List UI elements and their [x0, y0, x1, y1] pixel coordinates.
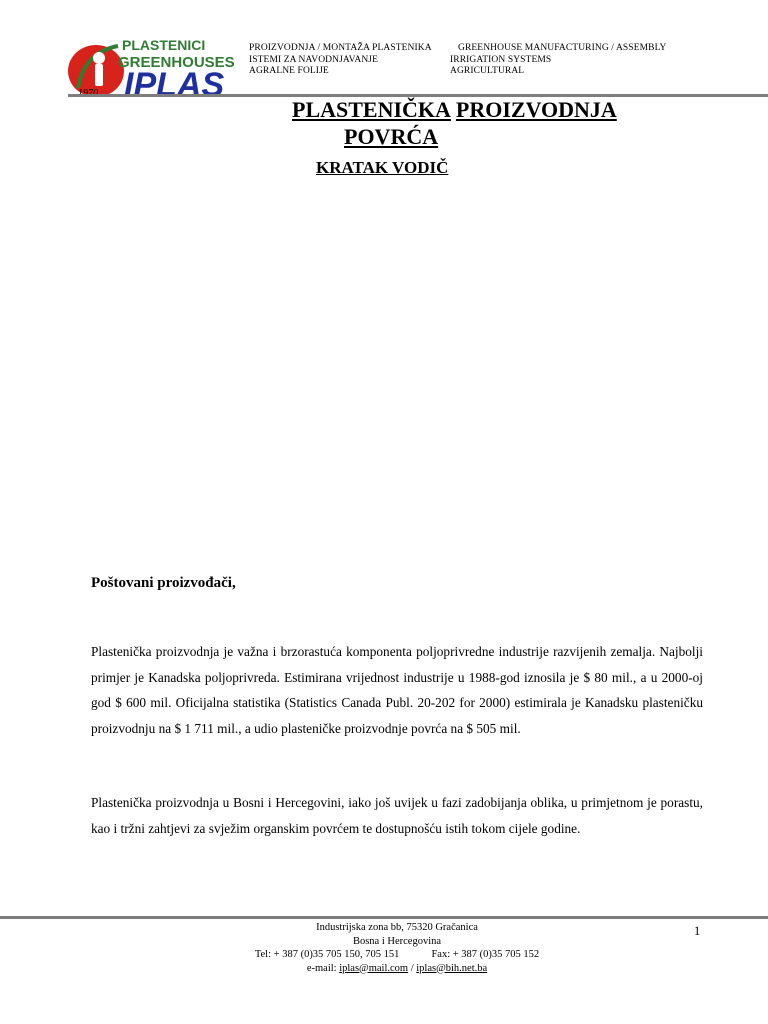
document-subtitle: KRATAK VODIČ	[316, 158, 449, 177]
greeting: Poštovani proizvođači,	[91, 575, 236, 591]
header-service-line: ISTEMI ZA NAVODNJAVANJE	[249, 54, 378, 65]
page-number: 1	[694, 924, 701, 938]
svg-text:PLASTENICI: PLASTENICI	[122, 37, 206, 53]
document-title-line1	[292, 96, 617, 124]
header-service-line: PROIZVODNJA / MONTAŽA PLASTENIKA	[249, 43, 432, 53]
footer-email	[186, 962, 608, 976]
document-title-line2: POVRĆA	[344, 124, 439, 149]
header-services-local	[249, 43, 432, 78]
svg-text:1970: 1970	[78, 88, 98, 98]
footer-tel: Tel: + 387 (0)35 705 150, 705 151	[254, 949, 400, 960]
company-logo	[66, 36, 250, 98]
footer-address: Industrijska zona bb, 75320 Gračanica	[316, 922, 478, 933]
footer-phone-fax	[186, 948, 608, 962]
footer-contact	[186, 921, 608, 975]
iplas-logo-graphic	[66, 36, 250, 98]
body-paragraph: Plastenička proizvodnja je važna i brzorastuća komponenta poljoprivredne industrije razvijenih zemalja. Najbolji primjer je Kanadska poljoprivreda. Estimirana vrijednost industrije u 1988-god iznosila je $ 80 mil., a u 2000-oj god $ 600 mil. Oficijalna statistika (Statistics Canada Publ. 20-202 for 2000) estimirala je Kanadsku plasteničku proizvodnju na $ 1 711 mil., a udio plasteničke proizvodnje povrća na $ 505 mil.	[91, 644, 703, 736]
footer-divider	[0, 916, 768, 919]
footer-fax: Fax: + 387 (0)35 705 152	[431, 949, 540, 960]
email-link-primary[interactable]: iplas@mail.com	[339, 962, 409, 974]
footer-country: Bosna i Hercegovina	[352, 935, 442, 947]
body-paragraph: Plastenička proizvodnja u Bosni i Hercegovini, iako još uvijek u fazi zadobijanja oblika, u primjetnom je porastu, kao i tržni zahtjevi za svježim organskim povrćem te dostupnošću istih tokom cijele godine.	[91, 795, 703, 836]
header-service-line: IRRIGATION SYSTEMS	[450, 54, 552, 65]
title-word: PROIZVODNJA	[455, 97, 617, 122]
header-services-english	[450, 43, 667, 78]
svg-text:GREENHOUSES: GREENHOUSES	[118, 54, 235, 71]
footer-email-label: e-mail:	[306, 962, 337, 974]
header-service-line: AGRICULTURAL	[450, 66, 525, 76]
email-separator: /	[410, 962, 414, 974]
header-service-line: GREENHOUSE MANUFACTURING / ASSEMBLY	[458, 43, 667, 53]
email-link-secondary[interactable]: iplas@bih.net.ba	[416, 962, 488, 974]
header-service-line: AGRALNE FOLIJE	[249, 66, 329, 76]
svg-text:IPLAS: IPLAS	[124, 66, 225, 98]
title-word: PLASTENIČKA	[292, 97, 451, 122]
